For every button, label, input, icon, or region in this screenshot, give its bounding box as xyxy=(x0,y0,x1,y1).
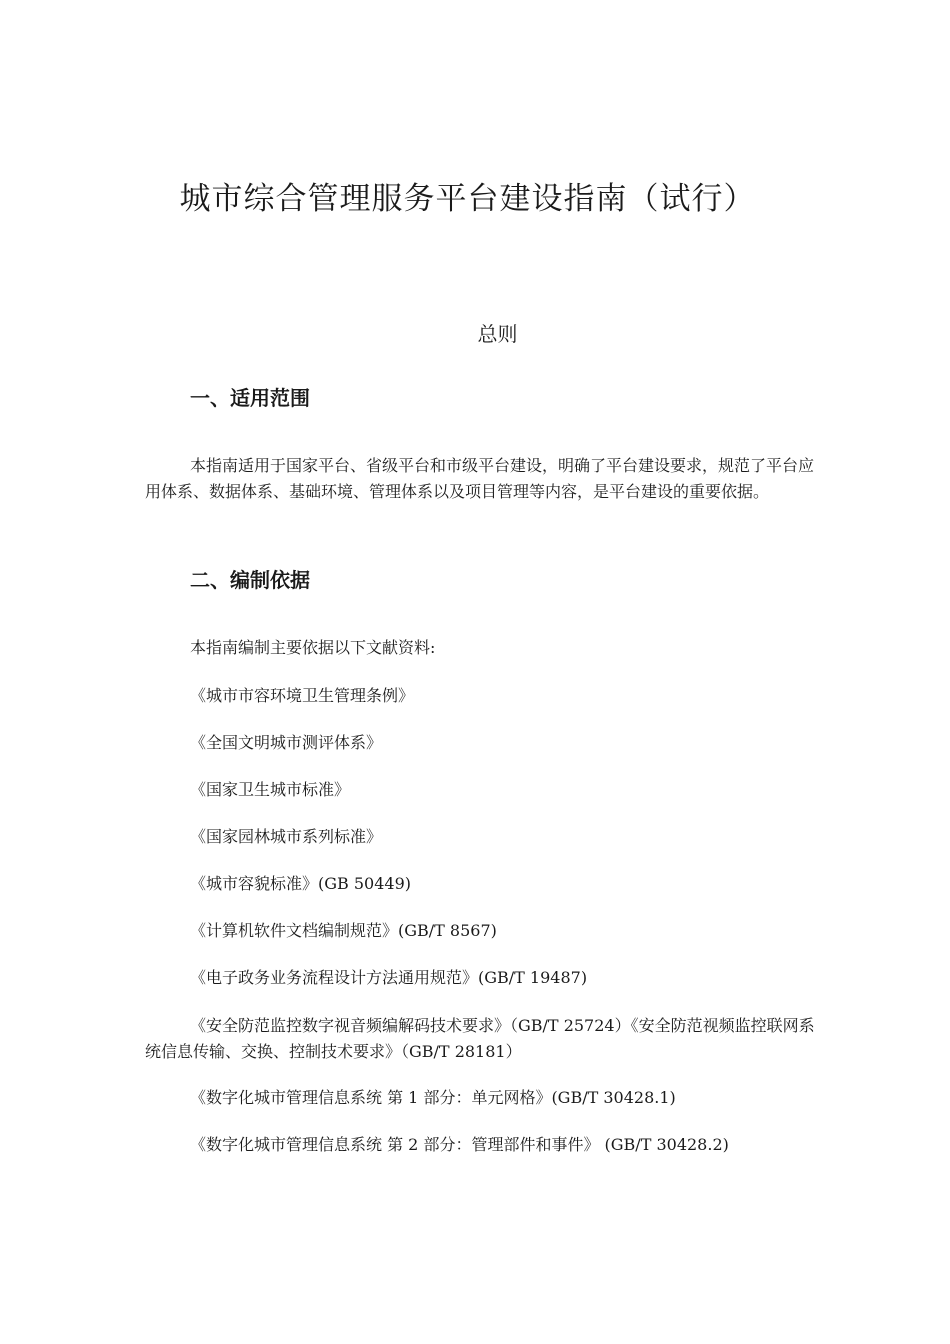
scope-paragraph: 本指南适用于国家平台、省级平台和市级平台建设，明确了平台建设要求，规范了平台应用体系、数据体系、基础环境、管理体系以及项目管理等内容，是平台建设的重要依据。 xyxy=(145,456,815,501)
reference-item: 《数字化城市管理信息系统 第 1 部分：单元网格》(GB/T 30428.1) xyxy=(190,1088,676,1107)
reference-item: 《电子政务业务流程设计方法通用规范》(GB/T 19487) xyxy=(190,968,588,987)
section-heading-scope: 一、适用范围 xyxy=(190,386,310,410)
chapter-title: 总则 xyxy=(477,322,518,346)
reference-item: 《计算机软件文档编制规范》(GB/T 8567) xyxy=(190,921,497,940)
reference-item: 《数字化城市管理信息系统 第 2 部分：管理部件和事件》 (GB/T 30428.2) xyxy=(190,1135,729,1154)
reference-item: 《城市容貌标准》(GB 50449) xyxy=(190,874,412,893)
reference-item: 《国家卫生城市标准》 xyxy=(190,780,351,799)
section-heading-basis: 二、编制依据 xyxy=(190,568,310,592)
reference-item: 《城市市容环境卫生管理条例》 xyxy=(190,686,415,705)
document-title: 城市综合管理服务平台建设指南（试行） xyxy=(179,180,756,217)
reference-item: 《全国文明城市测评体系》 xyxy=(190,733,383,752)
basis-intro: 本指南编制主要依据以下文献资料: xyxy=(190,638,436,657)
reference-item: 《国家园林城市系列标准》 xyxy=(190,827,383,846)
reference-item: 《安全防范监控数字视音频编解码技术要求》（GB/T 25724）《安全防范视频监控联网系统信息传输、交换、控制技术要求》（GB/T 28181） xyxy=(145,1016,815,1061)
